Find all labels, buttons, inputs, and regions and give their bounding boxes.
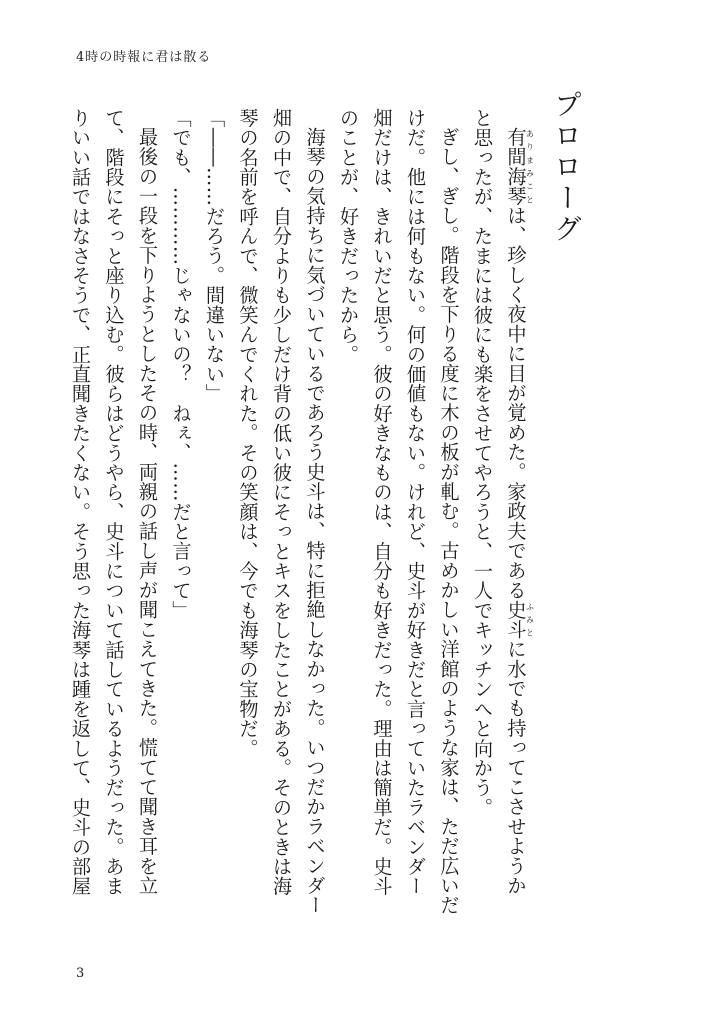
page-number: 3 [76,966,85,981]
body-text [64,108,535,943]
text-line-9: 琴の名前を呼んで、微笑んでくれた。その笑顔は、今でも海琴の宝物だ。 [236,108,260,759]
text-line-2: と思ったが、たまには彼にも楽をさせてやろうと、一人でキッチンへと向かう。 [471,108,494,818]
ruby-arima-mikoto: 有間海琴ありまみこと [504,127,535,206]
dialogue-line-2: 「でも、…………じゃないの？ ねぇ、……だと言って」 [169,108,193,621]
text-line-1: 有間海琴ありまみことは、珍しく夜中に目が覚めた。家政夫である史斗ふみとに水でも持ってこさせようか [504,127,535,896]
text-line-4: けだ。他には何もない。何の価値もない。けれど、史斗が好きだと言っていたラベンダー [404,108,427,896]
dialogue-line-1: 「――……だろう。間違いない」 [203,108,226,404]
text-line-5: 畑だけは、きれいだと思う。彼の好きなものは、自分も好きだった。理由は簡単だ。史斗 [370,108,394,896]
ruby-fumito: 史斗ふみと [504,600,535,640]
furigana-arima-mikoto: ありまみこと [525,127,535,206]
text-line-3: ぎし、ぎし。階段を下りる度に木の板が軋む。古めかしい洋館のような家は、ただ広いだ [437,127,461,916]
text-line-7: 海琴の気持ちに気づいているであろう史斗は、特に拒絶しなかった。いつだかラベンダー [303,127,327,916]
text-line-13: て、階段にそっと座り込む。彼らはどうやら、史斗について話しているようだった。あま [102,108,126,896]
text-line-6: のことが、好きだったから。 [337,108,360,365]
text-line-14: りいい話ではなさそうで、正直聞きたくない。そう思った海琴は踵を返して、史斗の部屋 [69,108,92,896]
running-header: 4時の時報に君は散る [76,50,212,65]
furigana-fumito: ふみと [525,600,535,640]
text-line-12: 最後の一段を下りようとしたその時、両親の話し声が聞こえてきた。慌てて聞き耳を立 [136,127,159,896]
chapter-title: プロローグ [550,90,583,245]
text-line-8: 畑の中で、自分よりも少しだけ背の低い彼にそっとキスをしたことがある。そのときは海 [270,108,293,896]
